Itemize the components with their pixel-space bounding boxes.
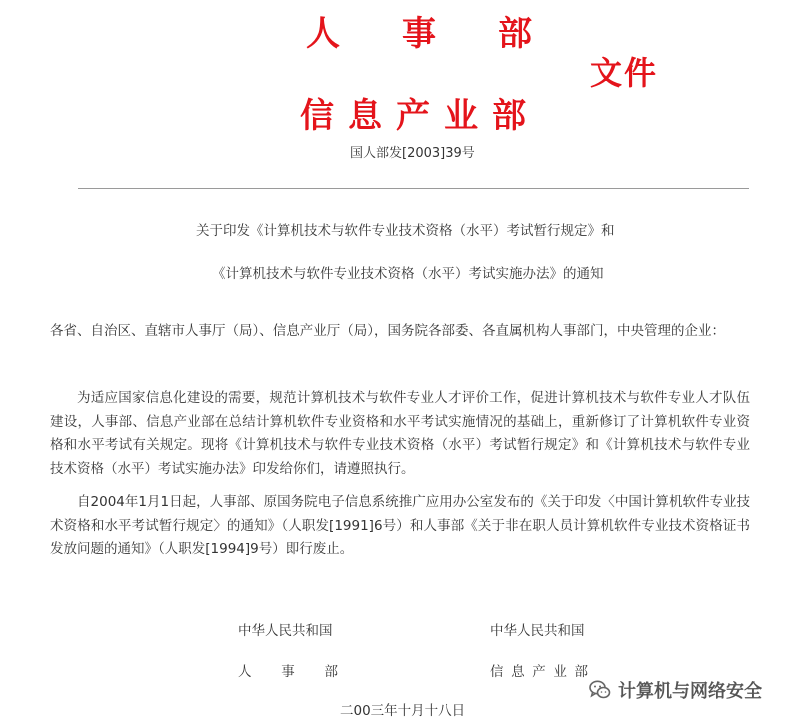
issuer-char: 部	[492, 96, 526, 136]
issuer-ministry-of-personnel	[306, 6, 532, 55]
issuer-char: 人	[306, 14, 340, 54]
watermark	[588, 677, 762, 703]
addressee-paragraph: 各省、自治区、直辖市人事厅（局）、信息产业厅（局），国务院各部委、各直属机构人事部门，中央管理的企业：	[50, 323, 725, 339]
issuer-char: 事	[402, 14, 436, 54]
signature-left-country: 中华人民共和国	[238, 623, 333, 639]
issuer-char: 部	[498, 14, 532, 54]
doc-type-label: 文件	[590, 54, 659, 92]
signature-right-country: 中华人民共和国	[490, 623, 585, 639]
issuer-char: 产	[396, 96, 430, 136]
signature-char: 人	[238, 664, 252, 680]
wechat-icon	[588, 678, 612, 702]
signature-char: 息	[511, 664, 525, 680]
signature-char: 部	[574, 664, 588, 680]
watermark-text: 计算机与网络安全	[618, 681, 762, 702]
signature-char: 信	[490, 664, 504, 680]
document-title-line-1: 关于印发《计算机技术与软件专业技术资格（水平）考试暂行规定》和	[196, 223, 615, 239]
issuer-char: 信	[300, 96, 334, 136]
signature-char: 部	[324, 664, 338, 680]
signature-right-ministry	[490, 660, 588, 680]
signature-char: 事	[281, 664, 295, 680]
signature-char: 产	[532, 664, 546, 680]
issue-date: 二00三年十月十八日	[340, 703, 466, 719]
signature-char: 业	[553, 664, 567, 680]
issuer-char: 业	[444, 96, 478, 136]
issuer-char: 息	[348, 96, 382, 136]
body-paragraph-1: 为适应国家信息化建设的需要，规范计算机技术与软件专业人才评价工作，促进计算机技术与软件专业人才队伍建设，人事部、信息产业部在总结计算机软件专业资格和水平考试实施情况的基础上，重新修订了计算机软件专业资格和水平考试有关规定。现将《计算机技术与软件专业技术资格（水平）考试暂行规定》和《计算机技术与软件专业技术资格（水平）考试实施办法》印发给你们，请遵照执行。	[50, 390, 750, 477]
header-divider	[78, 188, 749, 189]
signature-left-ministry	[238, 660, 338, 680]
issuer-ministry-of-information-industry	[300, 88, 526, 137]
document-title-line-2: 《计算机技术与软件专业技术资格（水平）考试实施办法》的通知	[212, 266, 604, 282]
document-number: 国人部发[2003]39号	[350, 146, 475, 161]
body-paragraph-2: 自2004年1月1日起，人事部、原国务院电子信息系统推广应用办公室发布的《关于印发〈中国计算机软件专业技术资格和水平考试暂行规定〉的通知》（人职发[1991]6号）和人事部《关于非在职人员计算机软件专业技术资格证书发放问题的通知》（人职发[1994]9号）即行废止。	[50, 494, 750, 557]
